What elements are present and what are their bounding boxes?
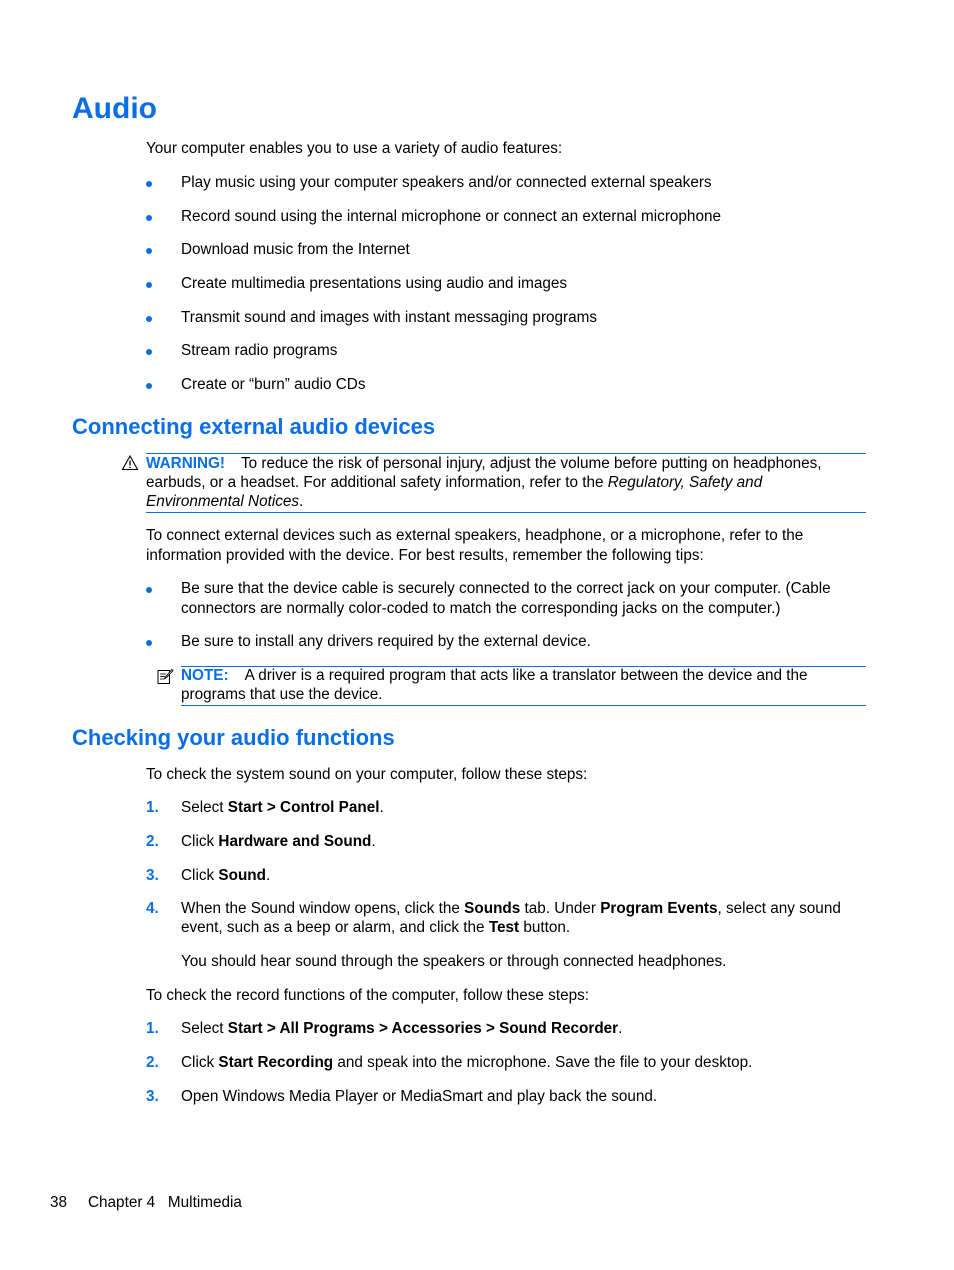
ui-command: Start Recording — [218, 1054, 334, 1071]
step-number: 3. — [146, 1088, 159, 1105]
step-text — [181, 919, 570, 937]
note-line-2: programs that use the device. — [181, 686, 383, 703]
step-plain: Select — [181, 799, 228, 816]
step-number: 1. — [146, 1020, 159, 1037]
note-text: A driver is a required program that acts like a translator between the device and the — [244, 667, 808, 684]
bullet-icon — [146, 640, 152, 646]
section-heading-checking: Checking your audio functions — [72, 725, 395, 750]
step-plain: tab. Under — [520, 900, 601, 917]
list-item: connectors are normally color-coded to match the corresponding jacks on the computer.) — [181, 600, 781, 617]
page-title: Audio — [72, 92, 157, 125]
note-line-1 — [181, 667, 808, 685]
step-number: 4. — [146, 900, 159, 917]
ui-command: Start > Control Panel — [227, 799, 380, 816]
paragraph-line: To check the system sound on your computer, follow these steps: — [146, 766, 588, 783]
step-text — [181, 900, 841, 918]
warning-line-2 — [146, 474, 762, 492]
warning-label: WARNING! — [146, 455, 226, 472]
paragraph-line: To connect external devices such as external speakers, headphone, or a microphone, refer to the — [146, 527, 804, 544]
ui-command: Hardware and Sound — [218, 833, 372, 850]
warning-icon — [121, 454, 139, 472]
step-plain: . — [618, 1020, 623, 1037]
step-plain: . — [371, 833, 376, 850]
paragraph-line: information provided with the device. For best results, remember the following tips: — [146, 547, 704, 564]
ui-command: Sound — [218, 867, 266, 884]
list-item: Be sure that the device cable is securely connected to the correct jack on your computer. (Cable — [181, 580, 831, 597]
bullet-icon — [146, 215, 152, 221]
step-result: You should hear sound through the speakers or through connected headphones. — [181, 953, 727, 970]
step-number: 2. — [146, 833, 159, 850]
ui-command: Start > All Programs > Accessories > Sound Recorder — [227, 1020, 619, 1037]
section-heading-connecting: Connecting external audio devices — [72, 414, 436, 439]
step-plain: event, such as a beep or alarm, and click the — [181, 919, 489, 936]
step-text — [181, 1088, 657, 1106]
ui-command: Program Events — [600, 900, 718, 917]
step-plain: Click — [181, 1054, 219, 1071]
ui-command: Sounds — [464, 900, 521, 917]
intro-text: Your computer enables you to use a variety of audio features: — [146, 140, 563, 157]
warning-top-rule — [146, 453, 866, 454]
step-number: 3. — [146, 867, 159, 884]
step-plain: Open Windows Media Player or MediaSmart and play back the sound. — [181, 1088, 658, 1105]
document-reference: Regulatory, Safety and — [607, 474, 763, 491]
chapter-label: Chapter 4 Multimedia — [88, 1194, 242, 1211]
bullet-icon — [146, 349, 152, 355]
step-plain: button. — [519, 919, 571, 936]
warning-line-1 — [146, 455, 822, 473]
page-number: 38 — [50, 1194, 68, 1211]
list-item: Create multimedia presentations using audio and images — [181, 275, 568, 292]
warning-line-3 — [146, 493, 303, 511]
step-plain: , select any sound — [717, 900, 841, 917]
bullet-icon — [146, 383, 152, 389]
step-plain: Click — [181, 867, 219, 884]
list-item: Record sound using the internal microphone or connect an external microphone — [181, 208, 721, 225]
warning-text: earbuds, or a headset. For additional safety information, refer to the — [146, 474, 604, 491]
step-text — [181, 1054, 752, 1072]
step-number: 2. — [146, 1054, 159, 1071]
bullet-icon — [146, 316, 152, 322]
warning-text: . — [299, 493, 304, 510]
step-number: 1. — [146, 799, 159, 816]
list-item: Download music from the Internet — [181, 241, 410, 258]
list-item: Play music using your computer speakers and/or connected external speakers — [181, 174, 712, 191]
bullet-icon — [146, 587, 152, 593]
bullet-icon — [146, 248, 152, 254]
step-plain: When the Sound window opens, click the — [181, 900, 465, 917]
step-text — [181, 867, 270, 885]
warning-bottom-rule — [146, 512, 866, 513]
step-text — [181, 833, 376, 851]
step-plain: Click — [181, 833, 219, 850]
step-plain: . — [266, 867, 271, 884]
note-bottom-rule — [181, 705, 866, 706]
list-item: Create or “burn” audio CDs — [181, 376, 366, 393]
ui-command: Test — [488, 919, 520, 936]
step-text — [181, 1020, 622, 1038]
step-plain: . — [379, 799, 384, 816]
step-plain: Select — [181, 1020, 228, 1037]
paragraph-line: To check the record functions of the computer, follow these steps: — [146, 987, 589, 1004]
bullet-icon — [146, 282, 152, 288]
step-text — [181, 799, 384, 817]
bullet-icon — [146, 181, 152, 187]
warning-text: To reduce the risk of personal injury, adjust the volume before putting on headphones, — [241, 455, 822, 472]
step-plain: and speak into the microphone. Save the file to your desktop. — [333, 1054, 753, 1071]
document-reference: Environmental Notices — [146, 493, 300, 510]
list-item: Stream radio programs — [181, 342, 338, 359]
list-item: Be sure to install any drivers required by the external device. — [181, 633, 591, 650]
note-icon — [156, 668, 174, 686]
list-item: Transmit sound and images with instant messaging programs — [181, 309, 598, 326]
note-label: NOTE: — [181, 667, 229, 684]
